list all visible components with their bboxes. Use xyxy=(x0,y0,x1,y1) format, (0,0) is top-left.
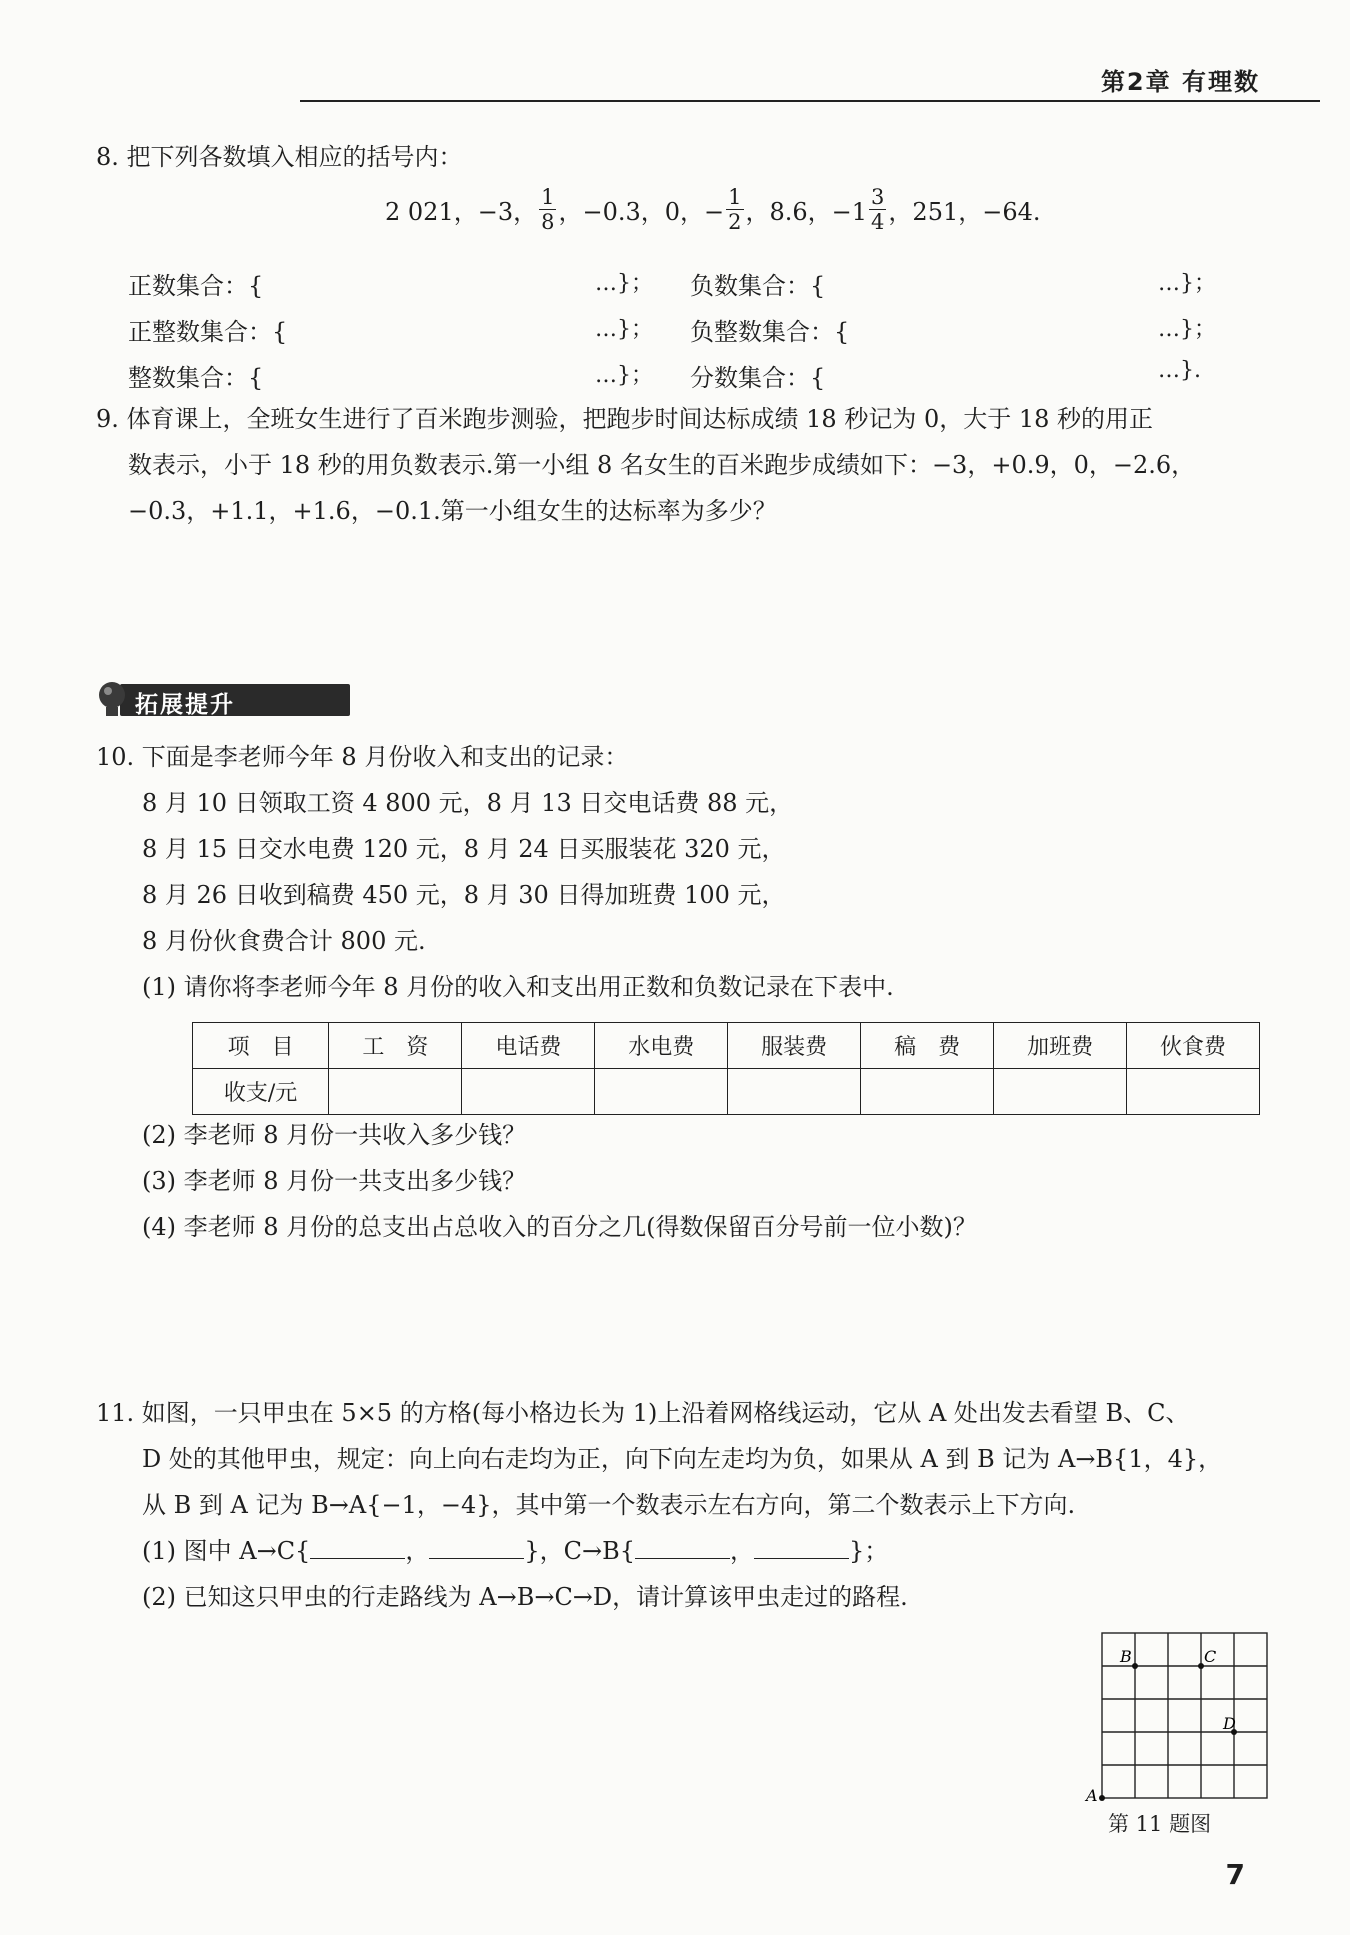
q10-record-1: 8 月 10 日领取工资 4 800 元，8 月 13 日交电话费 88 元， xyxy=(142,789,794,817)
q11-comma: ， xyxy=(405,1537,430,1565)
table-header-cell: 伙食费 xyxy=(1127,1023,1260,1069)
q10-part-3: (3) 李老师 8 月份一共支出多少钱？ xyxy=(142,1167,527,1195)
q11-line-1: 11. 如图，一只甲虫在 5×5 的方格(每小格边长为 1)上沿着网格线运动，它从 A 处出发去看望 B、C、 xyxy=(96,1399,1190,1427)
q8-numbers-part-b: ，−0.3，0，− xyxy=(558,198,725,226)
q11-comma: ， xyxy=(729,1537,754,1565)
set-integer-end: …}； xyxy=(595,363,653,388)
answer-cell[interactable] xyxy=(728,1069,861,1115)
label-d: D xyxy=(1223,1714,1236,1733)
q11-part-1-prefix: (1) 图中 A→C{ xyxy=(142,1537,311,1565)
set-negative-integer-label: 负整数集合：{ xyxy=(690,318,850,346)
table-header-cell: 加班费 xyxy=(994,1023,1127,1069)
table-header-cell: 水电费 xyxy=(595,1023,728,1069)
set-positive-integer-end: …}； xyxy=(595,317,653,342)
income-expense-table xyxy=(192,1022,1260,1115)
page-number: 7 xyxy=(1225,1858,1245,1891)
answer-blank[interactable] xyxy=(429,1534,524,1559)
answer-cell[interactable] xyxy=(462,1069,595,1115)
beetle-grid-figure xyxy=(1080,1625,1270,1805)
set-positive-end: …}； xyxy=(595,271,653,296)
q8-numbers-part-a: 2 021，−3， xyxy=(385,198,538,226)
fraction-three-quarters: $\frac{3}{4}$ xyxy=(871,185,885,234)
set-positive-integer-label: 正整数集合：{ xyxy=(128,318,288,346)
q10-part-2: (2) 李老师 8 月份一共收入多少钱？ xyxy=(142,1121,527,1149)
set-negative-end: …}； xyxy=(1158,271,1216,296)
q10-record-4: 8 月份伙食费合计 800 元. xyxy=(142,927,426,955)
table-header-cell: 项 目 xyxy=(193,1023,329,1069)
table-row xyxy=(193,1069,1260,1115)
figure-caption: 第 11 题图 xyxy=(1108,1812,1212,1836)
set-fraction-label: 分数集合：{ xyxy=(690,364,826,392)
table-header-cell: 工 资 xyxy=(329,1023,462,1069)
answer-cell[interactable] xyxy=(595,1069,728,1115)
chapter-header xyxy=(300,60,1320,102)
table-row-label: 收支/元 xyxy=(193,1069,329,1115)
answer-cell[interactable] xyxy=(994,1069,1127,1115)
q11-part-1 xyxy=(142,1534,888,1568)
answer-blank[interactable] xyxy=(310,1534,405,1559)
answer-cell[interactable] xyxy=(329,1069,462,1115)
q9-line-1: 9. 体育课上，全班女生进行了百米跑步测验，把跑步时间达标成绩 18 秒记为 0，大于 18 秒的用正 xyxy=(96,405,1154,433)
q10-part-4: (4) 李老师 8 月份的总支出占总收入的百分之几(得数保留百分号前一位小数)？ xyxy=(142,1213,977,1241)
q11-part-1-middle: }，C→B{ xyxy=(524,1537,635,1565)
section-title: 拓展提升 xyxy=(135,692,235,718)
q8-numbers-part-d: ，251，−64. xyxy=(888,198,1041,226)
table-header-cell: 电话费 xyxy=(462,1023,595,1069)
fraction-one-half: $\frac{1}{2}$ xyxy=(728,185,742,234)
q11-line-3: 从 B 到 A 记为 B→A{−1，−4}，其中第一个数表示左右方向，第二个数表示上下方向. xyxy=(142,1491,1076,1519)
answer-cell[interactable] xyxy=(861,1069,994,1115)
q11-part-2: (2) 已知这只甲虫的行走路线为 A→B→C→D，请计算该甲虫走过的路程. xyxy=(142,1583,908,1611)
point-b xyxy=(1132,1663,1138,1669)
q11-part-1-suffix: }； xyxy=(848,1537,889,1565)
set-fraction-end: …}. xyxy=(1158,358,1201,383)
table-header-cell: 服装费 xyxy=(728,1023,861,1069)
q10-stem: 10. 下面是李老师今年 8 月份收入和支出的记录： xyxy=(96,743,629,771)
lightbulb-icon xyxy=(95,680,129,720)
label-a: A xyxy=(1086,1786,1098,1805)
q8-stem: 8. 把下列各数填入相应的括号内： xyxy=(96,143,463,171)
set-negative-label: 负数集合：{ xyxy=(690,272,826,300)
fraction-one-eighth: $\frac{1}{8}$ xyxy=(541,185,555,234)
point-a xyxy=(1099,1795,1105,1801)
q10-record-3: 8 月 26 日收到稿费 450 元，8 月 30 日得加班费 100 元， xyxy=(142,881,786,909)
set-integer-label: 整数集合：{ xyxy=(128,364,264,392)
answer-blank[interactable] xyxy=(754,1534,849,1559)
table-header-row xyxy=(193,1023,1260,1069)
q8-numbers-part-c: ，8.6，−1 xyxy=(745,198,868,226)
q9-line-3: −0.3，+1.1，+1.6，−0.1.第一小组女生的达标率为多少？ xyxy=(128,497,777,525)
q11-line-2: D 处的其他甲虫，规定：向上向右走均为正，向下向左走均为负，如果从 A 到 B 记为 A→B{1，4}， xyxy=(142,1445,1223,1473)
q10-record-2: 8 月 15 日交水电费 120 元，8 月 24 日买服装花 320 元， xyxy=(142,835,786,863)
q10-part-1: (1) 请你将李老师今年 8 月份的收入和支出用正数和负数记录在下表中. xyxy=(142,973,894,1001)
answer-blank[interactable] xyxy=(635,1534,730,1559)
label-b: B xyxy=(1120,1647,1132,1666)
label-c: C xyxy=(1204,1647,1217,1666)
q9-line-2: 数表示，小于 18 秒的用负数表示.第一小组 8 名女生的百米跑步成绩如下：−3，+0.9，0，−2.6， xyxy=(128,451,1196,479)
section-badge xyxy=(95,680,255,720)
set-negative-integer-end: …}； xyxy=(1158,317,1216,342)
table-header-cell: 稿 费 xyxy=(861,1023,994,1069)
answer-cell[interactable] xyxy=(1127,1069,1260,1115)
q8-number-list xyxy=(385,185,1041,234)
chapter-title: 第2章 有理数 xyxy=(1100,68,1260,96)
set-positive-label: 正数集合：{ xyxy=(128,272,264,300)
